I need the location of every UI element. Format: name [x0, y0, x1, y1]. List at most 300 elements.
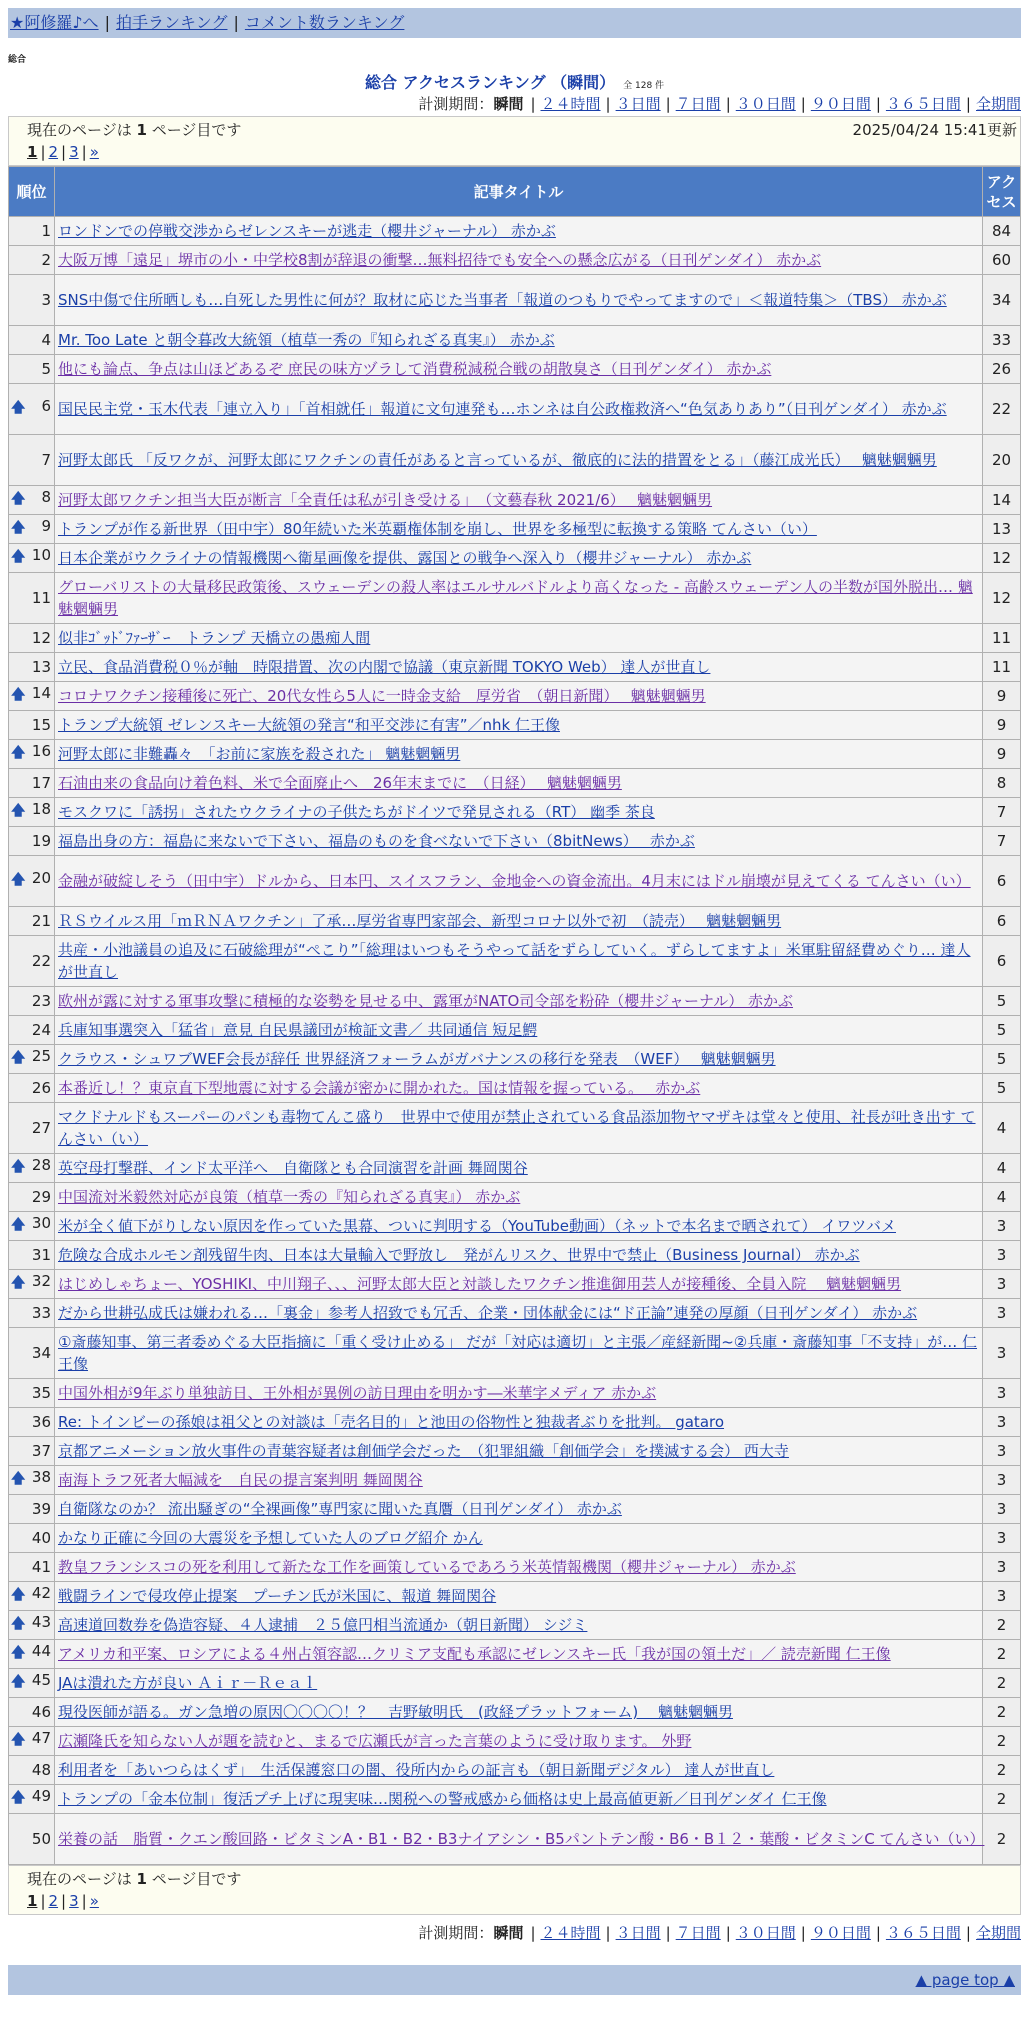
updated-timestamp: 2025/04/24 15:41更新 — [852, 121, 1017, 139]
rank-cell — [9, 1045, 55, 1074]
period-bottom-option-6[interactable]: 全期間 — [975, 1924, 1021, 1942]
table-row — [9, 682, 1021, 711]
rank-number: 2 — [41, 251, 51, 269]
period-top-option-6[interactable]: 全期間 — [975, 95, 1021, 113]
period-separator: | — [605, 95, 611, 113]
rank-up-arrow-icon: 🡅 — [11, 1587, 26, 1603]
rank-cell — [9, 515, 55, 544]
table-row — [9, 1212, 1021, 1241]
article-link[interactable]: はじめしゃちょー、YOSHIKI、中川翔子、、、河野太郎大臣と対談したワクチン推進御用芸人が接種後、全員入院 魑魅魍魎男 — [58, 1275, 902, 1293]
rank-cell — [9, 740, 55, 769]
title-cell — [55, 936, 983, 987]
title-cell — [55, 384, 983, 435]
access-count: 22 — [983, 384, 1021, 435]
table-row — [9, 1524, 1021, 1553]
article-link[interactable]: グローバリストの大量移民政策後、スウェーデンの殺人率はエルサルバドルより高くなった - 高齢スウェーデン人の半数が国外脱出… 魑魅魍魎男 — [58, 578, 973, 618]
table-row — [9, 1328, 1021, 1379]
rank-number: 22 — [31, 952, 51, 970]
pager-top-status-pre: 現在のページは — [27, 121, 137, 139]
period-separator: | — [965, 1924, 971, 1942]
access-count: 9 — [983, 711, 1021, 740]
rank-number: 45 — [31, 1671, 51, 1689]
article-link[interactable]: 自衛隊なのか？ 流出騒ぎの“全裸画像”専門家に聞いた真贋（日刊ゲンダイ） 赤かぶ — [58, 1500, 622, 1518]
rank-cell — [9, 907, 55, 936]
rank-cell — [9, 1524, 55, 1553]
table-row — [9, 1814, 1021, 1865]
article-link[interactable]: ロンドンでの停戦交渉からゼレンスキーが逃走（櫻井ジャーナル） 赤かぶ — [58, 222, 556, 240]
pager-top-links — [27, 141, 1017, 163]
period-selector-bottom — [8, 1921, 1021, 1945]
table-row — [9, 217, 1021, 246]
table-row — [9, 1785, 1021, 1814]
title-cell — [55, 653, 983, 682]
article-link[interactable]: 大阪万博「遠足」堺市の小・中学校8割が辞退の衝撃…無料招待でも安全への懸念広がる（日刊ゲンダイ） 赤かぶ — [58, 251, 822, 269]
rank-number: 14 — [31, 684, 51, 702]
table-row — [9, 1698, 1021, 1727]
title-cell — [55, 486, 983, 515]
title-cell — [55, 1756, 983, 1785]
title-cell — [55, 1299, 983, 1328]
article-link[interactable]: 教皇フランシスコの死を利用して新たな工作を画策しているであろう米英情報機関（櫻井ジャーナル） 赤かぶ — [58, 1558, 796, 1576]
article-link[interactable]: 河野太郎氏 「反ワクが、河野太郎にワクチンの責任があると言っているが、徹底的に法的措置をとる」（藤江成光氏） 魑魅魍魎男 — [58, 451, 937, 469]
rank-cell — [9, 1437, 55, 1466]
rank-cell — [9, 987, 55, 1016]
access-count: 3 — [983, 1437, 1021, 1466]
rank-up-arrow-icon: 🡅 — [11, 1159, 26, 1175]
article-link[interactable]: マクドナルドもスーパーのパンも毒物てんこ盛り 世界中で使用が禁止されている食品添加物ヤマザキは堂々と使用、社長が吐き出す てんさい（い） — [58, 1108, 976, 1148]
access-count: 5 — [983, 1016, 1021, 1045]
rank-number: 29 — [31, 1188, 51, 1206]
access-count: 11 — [983, 624, 1021, 653]
access-count: 6 — [983, 907, 1021, 936]
top-nav-bar — [8, 8, 1021, 38]
rank-number: 18 — [31, 800, 51, 818]
rank-up-arrow-icon: 🡅 — [11, 1674, 26, 1690]
article-link[interactable]: かなり正確に今回の大震災を予想していた人のブログ紹介 かん — [58, 1529, 483, 1547]
rank-number: 37 — [31, 1442, 51, 1460]
pager-bottom-page-link[interactable]: 3 — [69, 1892, 79, 1910]
pager-bottom-next-link[interactable]: » — [89, 1892, 99, 1910]
rank-cell — [9, 275, 55, 326]
table-row — [9, 384, 1021, 435]
rank-number: 44 — [31, 1642, 51, 1660]
period-top-option-0[interactable]: ２４時間 — [540, 95, 601, 113]
rank-cell — [9, 1328, 55, 1379]
rank-number: 33 — [31, 1304, 51, 1322]
period-bottom-option-5[interactable]: ３６５日間 — [885, 1924, 961, 1942]
title-cell — [55, 326, 983, 355]
access-count: 84 — [983, 217, 1021, 246]
article-link[interactable]: 立民、食品消費税０％が軸 時限措置、次の内閣で協議（東京新聞 TOKYO Web） 達人が世直し — [58, 658, 711, 676]
rank-number: 13 — [31, 658, 51, 676]
rank-cell — [9, 1698, 55, 1727]
rank-up-arrow-icon: 🡅 — [11, 745, 26, 761]
comment-ranking-link[interactable]: コメント数ランキング — [244, 13, 405, 32]
rank-number: 48 — [31, 1761, 51, 1779]
rank-number: 21 — [31, 912, 51, 930]
rank-number: 16 — [31, 742, 51, 760]
pager-separator: | — [81, 1892, 87, 1910]
rank-number: 10 — [31, 546, 51, 564]
table-row — [9, 1241, 1021, 1270]
title-cell — [55, 573, 983, 624]
table-row — [9, 711, 1021, 740]
rank-cell — [9, 1814, 55, 1865]
rank-cell — [9, 1183, 55, 1212]
rank-up-arrow-icon: 🡅 — [11, 1275, 26, 1291]
access-count: 9 — [983, 682, 1021, 711]
pager-bottom-status-page: 1 — [136, 1870, 147, 1888]
period-top-option-2[interactable]: ７日間 — [675, 95, 721, 113]
access-count: 3 — [983, 1524, 1021, 1553]
rank-number: 47 — [31, 1729, 51, 1747]
rank-number: 30 — [31, 1214, 51, 1232]
rank-number: 31 — [31, 1246, 51, 1264]
rank-cell — [9, 1154, 55, 1183]
title-cell — [55, 1437, 983, 1466]
table-row — [9, 486, 1021, 515]
rank-number: 38 — [31, 1468, 51, 1486]
ranking-table — [8, 166, 1021, 1865]
rank-up-arrow-icon: 🡅 — [11, 1217, 26, 1233]
article-link[interactable]: 現役医師が語る。ガン急増の原因〇〇〇〇！？ 吉野敏明氏 (政経プラットフォーム) 魑魅魍魎男 — [58, 1703, 733, 1721]
rank-cell — [9, 217, 55, 246]
pager-bottom-page-link[interactable]: 2 — [48, 1892, 59, 1910]
article-link[interactable]: モスクワに「誘拐」されたウクライナの子供たちがドイツで発見される（RT） 幽季 茶良 — [58, 803, 655, 821]
rank-number: 23 — [31, 992, 51, 1010]
title-cell — [55, 1640, 983, 1669]
title-cell — [55, 217, 983, 246]
period-separator: | — [800, 95, 806, 113]
period-separator: | — [605, 1924, 611, 1942]
rank-cell — [9, 544, 55, 573]
access-count: 9 — [983, 740, 1021, 769]
rank-number: 5 — [41, 360, 51, 378]
rank-cell — [9, 1756, 55, 1785]
access-count: 5 — [983, 1045, 1021, 1074]
period-bottom-option-4[interactable]: ９０日間 — [810, 1924, 871, 1942]
title-cell — [55, 246, 983, 275]
rank-cell — [9, 769, 55, 798]
rank-number: 28 — [31, 1156, 51, 1174]
pager-bottom-status-pre: 現在のページは — [27, 1870, 137, 1888]
table-row — [9, 624, 1021, 653]
title-cell — [55, 1328, 983, 1379]
article-link[interactable]: 金融が破綻しそう（田中宇）ドルから、日本円、スイスフラン、金地金への資金流出。4月末にはドル崩壊が見えてくる てんさい（い） — [58, 872, 971, 890]
article-link[interactable]: 共産・小池議員の追及に石破総理が“ぺこり”「総理はいつもそうやって話をずらしていく。ずらしてますよ」米軍駐留経費めぐり… 達人が世直し — [58, 941, 971, 981]
rank-number: 36 — [31, 1413, 51, 1431]
title-cell — [55, 1785, 983, 1814]
access-count: 6 — [983, 936, 1021, 987]
rank-number: 8 — [41, 488, 51, 506]
article-link[interactable]: 国民民主党・玉木代表「連立入り」「首相就任」報道に文句連発も…ホンネは自公政権救済へ“色気ありあり”（日刊ゲンダイ） 赤かぶ — [58, 400, 947, 418]
rank-number: 26 — [31, 1079, 51, 1097]
table-row — [9, 1437, 1021, 1466]
article-link[interactable]: 危険な合成ホルモン剤残留牛肉、日本は大量輸入で野放し 発がんリスク、世界中で禁止（Business Journal） 赤かぶ — [58, 1246, 860, 1264]
pager-top — [8, 116, 1021, 166]
rank-cell — [9, 355, 55, 384]
page-top-link[interactable]: ▲ page top ▲ — [915, 1971, 1015, 1989]
article-link[interactable]: Re: トインビーの孫娘は祖父との対談は「売名目的」と池田の俗物性と独裁者ぶりを批判。 gataro — [58, 1413, 725, 1431]
article-link[interactable]: 中国流対米毅然対応が良策（植草一秀の『知られざる真実』） 赤かぶ — [58, 1188, 521, 1206]
period-top-option-4[interactable]: ９０日間 — [810, 95, 871, 113]
table-row — [9, 1154, 1021, 1183]
title-cell — [55, 1669, 983, 1698]
rank-cell — [9, 653, 55, 682]
article-link[interactable]: 石油由来の食品向け着色料、米で全面廃止へ 26年末までに （日経） 魑魅魍魎男 — [58, 774, 622, 792]
rank-cell — [9, 1103, 55, 1154]
rank-number: 39 — [31, 1500, 51, 1518]
bottom-bar — [8, 1965, 1021, 1995]
pager-bottom-status-line — [27, 1868, 1017, 1890]
access-count: 3 — [983, 1466, 1021, 1495]
rank-cell — [9, 1074, 55, 1103]
period-bottom-option-0[interactable]: ２４時間 — [540, 1924, 601, 1942]
rank-number: 1 — [41, 222, 51, 240]
article-link[interactable]: 利用者を「あいつらはくず」 生活保護窓口の闇、役所内からの証言も（朝日新聞デジタル） 達人が世直し — [58, 1761, 775, 1779]
rank-number: 12 — [31, 629, 51, 647]
access-count: 6 — [983, 856, 1021, 907]
rank-up-arrow-icon: 🡅 — [11, 872, 26, 888]
pager-top-page-link[interactable]: 3 — [69, 143, 79, 161]
period-top-option-1[interactable]: ３日間 — [615, 95, 661, 113]
rank-up-arrow-icon: 🡅 — [11, 520, 26, 536]
rank-cell — [9, 1299, 55, 1328]
title-cell — [55, 1016, 983, 1045]
rank-cell — [9, 1466, 55, 1495]
article-link[interactable]: 戦闘ラインで侵攻停止提案 プーチン氏が米国に、報道 舞岡関谷 — [58, 1587, 497, 1605]
title-cell — [55, 1154, 983, 1183]
rank-number: 4 — [41, 331, 51, 349]
period-selector-top — [8, 92, 1021, 116]
rank-number: 25 — [31, 1047, 51, 1065]
article-link[interactable]: ＲＳウイルス用「ｍＲＮＡワクチン」了承…厚労省専門家部会、新型コロナ以外で初 （読売） 魑魅魍魎男 — [58, 912, 782, 930]
pager-bottom — [8, 1865, 1021, 1915]
access-count: 11 — [983, 653, 1021, 682]
access-count: 2 — [983, 1669, 1021, 1698]
table-row — [9, 1495, 1021, 1524]
home-link[interactable]: ★阿修羅♪へ — [10, 13, 99, 32]
access-count: 13 — [983, 515, 1021, 544]
article-link[interactable]: トランプの「金本位制」復活プチ上げに現実味…関税への警戒感から価格は史上最高値更新／日刊ゲンダイ 仁王像 — [58, 1790, 827, 1808]
table-row — [9, 798, 1021, 827]
rank-cell — [9, 384, 55, 435]
title-cell — [55, 1379, 983, 1408]
table-row — [9, 544, 1021, 573]
rank-cell — [9, 1495, 55, 1524]
rank-cell — [9, 1270, 55, 1299]
access-count: 3 — [983, 1299, 1021, 1328]
article-link[interactable]: 広瀬隆氏を知らない人が題を読むと、まるで広瀬氏が言った言葉のように受け取ります。 外野 — [58, 1732, 692, 1750]
access-count: 2 — [983, 1785, 1021, 1814]
rank-cell — [9, 1640, 55, 1669]
rank-header: 順位 — [9, 167, 55, 217]
pager-top-next-link[interactable]: » — [89, 143, 99, 161]
access-count: 12 — [983, 573, 1021, 624]
pager-top-status-post: ページ目です — [146, 121, 242, 139]
pager-top-current-page: 1 — [27, 143, 38, 161]
table-row — [9, 435, 1021, 486]
title-cell — [55, 1270, 983, 1299]
article-link[interactable]: ①斎藤知事、第三者委めぐる大臣指摘に「重く受け止める」 だが「対応は適切」と主張／産経新聞~②兵庫・斎藤知事「不支持」が… 仁王像 — [58, 1333, 978, 1373]
article-link[interactable]: 京都アニメーション放火事件の青葉容疑者は創価学会だった （犯罪組織「創価学会」を撲滅する会） 西大寺 — [58, 1442, 789, 1460]
article-link[interactable]: だから世耕弘成氏は嫌われる…「裏金」参考人招致でも冗舌、企業・団体献金には“ド正論”連発の厚顔（日刊ゲンダイ） 赤かぶ — [58, 1304, 918, 1322]
title-cell — [55, 711, 983, 740]
rank-cell — [9, 1379, 55, 1408]
access-count: 3 — [983, 1212, 1021, 1241]
period-bottom-current: 瞬間 — [493, 1924, 524, 1942]
article-link[interactable]: トランプ大統領 ゼレンスキー大統領の発言“和平交渉に有害”／nhk 仁王像 — [58, 716, 560, 734]
article-link[interactable]: 栄養の話 脂質・クエン酸回路・ビタミンA・B1・B2・B3ナイアシン・B5パントテン酸・B6・B１２・葉酸・ビタミンC てんさい（い） — [58, 1830, 985, 1848]
period-top-option-5[interactable]: ３６５日間 — [885, 95, 961, 113]
title-cell — [55, 1727, 983, 1756]
table-row — [9, 856, 1021, 907]
period-separator: | — [725, 1924, 731, 1942]
article-link[interactable]: 本番近し！？東京直下型地震に対する会議が密かに開かれた。国は情報を握っている。 赤かぶ — [58, 1079, 701, 1097]
article-link[interactable]: クラウス・シュワブWEF会長が辞任 世界経済フォーラムがガバナンスの移行を発表 （WEF） 魑魅魍魎男 — [58, 1050, 776, 1068]
rank-cell — [9, 856, 55, 907]
article-link[interactable]: 米が全く値下がりしない原因を作っていた黒幕、ついに判明する（YouTube動画）（ネットで本名まで晒されて） イワツバメ — [58, 1217, 896, 1235]
nav-separator: | — [233, 13, 239, 32]
rank-number: 35 — [31, 1384, 51, 1402]
rank-cell — [9, 435, 55, 486]
rank-number: 42 — [31, 1584, 51, 1602]
title-cell — [55, 856, 983, 907]
rank-cell — [9, 1553, 55, 1582]
article-link[interactable]: 高速道回数券を偽造容疑、４人逮捕 ２５億円相当流通か（朝日新聞） シジミ — [58, 1616, 588, 1634]
article-link[interactable]: 似非ｺﾞｯﾄﾞﾌｧｰｻﾞｰ トランプ 天橋立の愚痴人間 — [58, 629, 371, 647]
article-link[interactable]: コロナワクチン接種後に死亡、20代女性ら5人に一時金支給 厚労省 （朝日新聞） 魑魅魍魎男 — [58, 687, 706, 705]
period-bottom-option-1[interactable]: ３日間 — [615, 1924, 661, 1942]
table-row — [9, 515, 1021, 544]
rank-up-arrow-icon: 🡅 — [11, 1645, 26, 1661]
period-top-label: 計測期間： — [418, 95, 494, 113]
access-count: 2 — [983, 1640, 1021, 1669]
pager-top-status — [27, 119, 241, 141]
pager-separator: | — [81, 143, 87, 161]
table-row — [9, 1756, 1021, 1785]
rank-number: 3 — [41, 291, 51, 309]
rank-number: 46 — [31, 1703, 51, 1721]
access-count: 3 — [983, 1582, 1021, 1611]
rank-up-arrow-icon: 🡅 — [11, 1471, 26, 1487]
table-row — [9, 1074, 1021, 1103]
rank-cell — [9, 573, 55, 624]
rank-number: 17 — [31, 774, 51, 792]
article-link[interactable]: JAは潰れた方が良い Ａｉｒ－Ｒｅａｌ — [58, 1674, 318, 1692]
article-link[interactable]: 中国外相が9年ぶり単独訪日、王外相が異例の訪日理由を明かす―米華字メディア 赤かぶ — [58, 1384, 657, 1402]
rank-number: 50 — [31, 1830, 51, 1848]
title-header: 記事タイトル — [55, 167, 983, 217]
access-count: 8 — [983, 769, 1021, 798]
pager-bottom-links — [27, 1890, 1017, 1912]
title-cell — [55, 827, 983, 856]
period-separator: | — [800, 1924, 806, 1942]
title-cell — [55, 544, 983, 573]
rank-cell — [9, 1408, 55, 1437]
article-link[interactable]: 南海トラフ死者大幅減を 自民の提言案判明 舞岡関谷 — [58, 1471, 423, 1489]
access-count: 12 — [983, 544, 1021, 573]
article-link[interactable]: 福島出身の方：福島に来ないで下さい、福島のものを食べないで下さい（8bitNews） 赤かぶ — [58, 832, 695, 850]
article-link[interactable]: 兵庫知事選突入「猛省」意見 自民県議団が検証文書／ 共同通信 短足鰐 — [58, 1021, 538, 1039]
table-row — [9, 1408, 1021, 1437]
table-row — [9, 740, 1021, 769]
article-link[interactable]: SNS中傷で住所晒しも…自死した男性に何が？取材に応じた当事者「報道のつもりでやってますので」＜報道特集＞（TBS） 赤かぶ — [58, 291, 947, 309]
access-count: 2 — [983, 1756, 1021, 1785]
article-link[interactable]: 河野太郎に非難轟々 「お前に家族を殺された」 魑魅魍魎男 — [58, 745, 461, 763]
pager-separator: | — [40, 1892, 46, 1910]
period-bottom-option-2[interactable]: ７日間 — [675, 1924, 721, 1942]
period-separator: | — [665, 95, 671, 113]
table-row — [9, 326, 1021, 355]
table-row — [9, 275, 1021, 326]
period-separator: | — [875, 1924, 881, 1942]
period-top-option-3[interactable]: ３０日間 — [735, 95, 796, 113]
rank-cell — [9, 624, 55, 653]
rank-cell — [9, 798, 55, 827]
article-link[interactable]: 日本企業がウクライナの情報機関へ衛星画像を提供、露国との戦争へ深入り（櫻井ジャーナル） 赤かぶ — [58, 549, 752, 567]
article-link[interactable]: トランプが作る新世界（田中宇）80年続いた米英覇権体制を崩し、世界を多極型に転換する策略 てんさい（い） — [58, 520, 817, 538]
rank-number: 9 — [41, 517, 51, 535]
table-row — [9, 1466, 1021, 1495]
rank-cell — [9, 486, 55, 515]
article-link[interactable]: 欧州が露に対する軍事攻撃に積極的な姿勢を見せる中、露軍がNATO司令部を粉砕（櫻井ジャーナル） 赤かぶ — [58, 992, 794, 1010]
pager-bottom-status — [27, 1868, 241, 1890]
access-count: 7 — [983, 798, 1021, 827]
rank-number: 24 — [31, 1021, 51, 1039]
table-row — [9, 1045, 1021, 1074]
rank-number: 40 — [31, 1529, 51, 1547]
table-row — [9, 1640, 1021, 1669]
pager-top-page-link[interactable]: 2 — [48, 143, 59, 161]
pager-separator: | — [61, 143, 67, 161]
rank-cell — [9, 1669, 55, 1698]
period-bottom-option-3[interactable]: ３０日間 — [735, 1924, 796, 1942]
title-cell — [55, 1408, 983, 1437]
rank-up-arrow-icon: 🡅 — [11, 549, 26, 565]
access-count: 34 — [983, 275, 1021, 326]
article-link[interactable]: 英空母打撃群、インド太平洋へ 自衛隊とも合同演習を計画 舞岡関谷 — [58, 1159, 528, 1177]
pager-bottom-status-post: ページ目です — [146, 1870, 242, 1888]
rank-number: 43 — [31, 1613, 51, 1631]
access-count: 3 — [983, 1408, 1021, 1437]
rank-cell — [9, 246, 55, 275]
table-row — [9, 1183, 1021, 1212]
table-row — [9, 1582, 1021, 1611]
rank-cell — [9, 1727, 55, 1756]
rank-cell — [9, 1785, 55, 1814]
rank-up-arrow-icon: 🡅 — [11, 1732, 26, 1748]
rank-number: 27 — [31, 1119, 51, 1137]
period-separator: | — [530, 1924, 536, 1942]
access-count: 3 — [983, 1495, 1021, 1524]
title-cell — [55, 1241, 983, 1270]
article-link[interactable]: Mr. Too Late と朝令暮改大統領（植草一秀の『知られざる真実』） 赤かぶ — [58, 331, 555, 349]
article-link[interactable]: 河野太郎ワクチン担当大臣が断言「全責任は私が引き受ける」 （文藝春秋 2021/6） 魑魅魍魎男 — [58, 491, 713, 509]
access-count: 2 — [983, 1611, 1021, 1640]
table-row — [9, 1611, 1021, 1640]
nav-separator: | — [104, 13, 110, 32]
article-link[interactable]: アメリカ和平案、ロシアによる４州占領容認…クリミア支配も承認にゼレンスキー氏「我が国の領土だ」／ 読売新聞 仁王像 — [58, 1645, 891, 1663]
article-link[interactable]: 他にも論点、争点は山ほどあるぞ 庶民の味方ヅラして消費税減税合戦の胡散臭さ（日刊ゲンダイ） 赤かぶ — [58, 360, 772, 378]
rank-up-arrow-icon: 🡅 — [11, 400, 26, 416]
category-label: 総合 — [8, 55, 27, 65]
access-count: 5 — [983, 1074, 1021, 1103]
rank-cell — [9, 711, 55, 740]
rank-cell — [9, 1611, 55, 1640]
applause-ranking-link[interactable]: 拍手ランキング — [115, 13, 228, 32]
title-cell — [55, 1553, 983, 1582]
